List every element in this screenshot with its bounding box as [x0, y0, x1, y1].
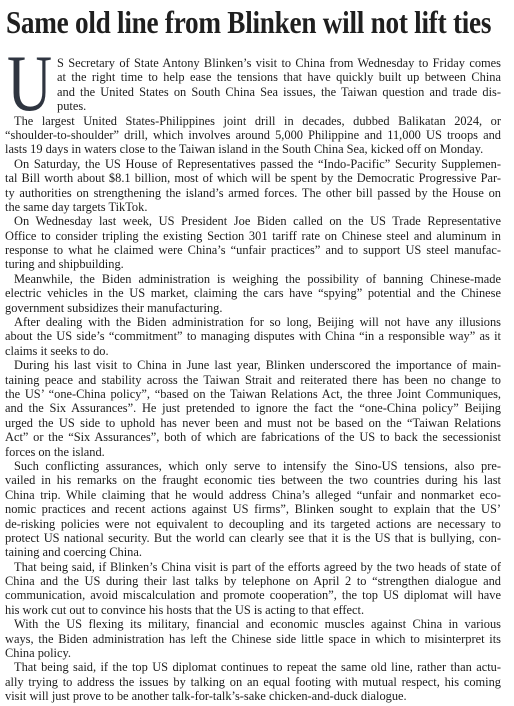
paragraph-2 [5, 114, 501, 157]
text-line: and the Six Assurances”. He just pretended to ignore the fact the “one-China policy” Beijing [5, 401, 501, 416]
headline: Same old line from Blinken will not lift ties [6, 4, 492, 40]
text-line: S Secretary of State Antony Blinken’s visit to China from Wednesday to Friday comes [57, 56, 501, 70]
article-body [5, 39, 501, 704]
headline-container [0, 4, 514, 44]
text-line: his work cut out to convince his hosts that the US is acting to that effect. [5, 602, 365, 617]
text-line: electric vehicles in the US market, claiming the cars have “spying” potential and the Chinese [5, 286, 501, 301]
text-line: ally trying to address the issues by talking on an equal footing with mutual respect, his coming [5, 674, 501, 689]
text-line: taining and coercing China. [5, 545, 142, 560]
paragraph-4 [5, 214, 501, 272]
text-line: turing and shipbuilding. [5, 257, 124, 272]
text-line: That being said, if Blinken’s China visit is part of the efforts agreed by the two heads of state of [14, 559, 501, 574]
text-line: After dealing with the Biden administration for so long, Beijing will not have any illusions [14, 315, 501, 330]
text-line: taining peace and stability across the Taiwan Strait and reiterated there has been no change to [5, 372, 501, 387]
paragraph-6 [5, 315, 501, 358]
text-line: putes. [57, 99, 87, 114]
paragraph-3 [5, 157, 501, 215]
text-line: ty authorities on strengthening the island’s armed forces. The other bill passed by the House on [5, 185, 501, 200]
text-line: Act” or the “Six Assurances”, both of which are fabrications of the US to back the secessionist [5, 430, 501, 445]
text-line: urged the US side to uphold has never been and must not be based on the “Taiwan Relations [5, 415, 501, 430]
text-line: China policy. [5, 646, 71, 661]
text-line: communication, avoid miscalculation and promote cooperation”, the top US diplomat will have [5, 588, 501, 603]
text-line: about the US side’s “commitment” to managing disputes with China “in a responsible way” as it [5, 329, 501, 344]
text-line: vailed in his remarks on the fraught economic ties between the two countries during his last [5, 473, 501, 488]
paragraph-9 [5, 560, 501, 618]
text-line: lasts 19 days in waters close to the Taiwan island in the South China Sea, kicked off on Monday. [5, 142, 484, 157]
text-line: nomic practices and recent actions against US firms”, Blinken sought to explain that the US’ [5, 502, 501, 517]
text-line: On Saturday, the US House of Representatives passed the “Indo-Pacific” Security Supplemen- [14, 156, 501, 171]
text-line: protect US national security. But the world can clearly see that it is the US that is bullying, con- [5, 530, 501, 545]
text-line: claims it seeks to do. [5, 343, 109, 358]
text-line: That being said, if the top US diplomat continues to repeat the same old line, rather than actu- [14, 660, 501, 675]
text-line: and the United States on South China Sea issues, the Taiwan question and trade dis- [57, 84, 501, 99]
paragraph-1 [5, 56, 501, 114]
text-line: forces on the island. [5, 444, 105, 459]
text-line: Meanwhile, the Biden administration is weighing the possibility of banning Chinese-made [14, 271, 501, 286]
text-line: On Wednesday last week, US President Joe Biden called on the US Trade Representative [14, 214, 501, 229]
text-line: the US’ “one-China policy”, “based on the Taiwan Relations Act, the three Joint Communiques, [5, 386, 501, 401]
text-line: the same day targets TikTok. [5, 199, 148, 214]
text-line: at the right time to help ease the tensions that have quickly built up between China [57, 70, 501, 85]
text-line: With the US flexing its military, financial and economic muscles against China in various [14, 617, 501, 632]
paragraph-11 [5, 660, 501, 703]
text-line: “shoulder-to-shoulder” drill, which involves around 5,000 Philippine and 11,000 US troops and [5, 127, 501, 142]
text-line: The largest United States-Philippines joint drill in decades, dubbed Balikatan 2024, or [14, 113, 501, 128]
text-line: tal Bill worth about $8.1 billion, most of which will be spent by the Democratic Progressive Par- [5, 171, 501, 186]
text-line: visit will just prove to be another talk-for-talk’s-sake chicken-and-duck dialogue. [5, 689, 407, 704]
paragraph-10 [5, 617, 501, 660]
text-line: ways, the Biden administration has left the Chinese side little space in which to misinterpret its [5, 631, 501, 646]
text-line: response to what he claimed were China’s “unfair practices” and to support US steel manufac- [5, 243, 501, 258]
drop-cap: U [7, 39, 53, 128]
text-line: Such conflicting assurances, which only serve to intensify the Sino-US tensions, also pre- [14, 458, 501, 473]
text-line: de-risking policies were not equivalent to decoupling and its targeted actions are necessary to [5, 516, 501, 531]
text-line: Office to consider tripling the existing Section 301 tariff rate on Chinese steel and aluminum in [5, 228, 501, 243]
text-line: government subsidizes their manufacturing. [5, 300, 223, 315]
paragraph-7 [5, 358, 501, 459]
paragraph-8 [5, 459, 501, 560]
text-line: China trip. While claiming that he would address China’s alleged “unfair and nonmarket eco- [5, 487, 501, 502]
paragraph-5 [5, 272, 501, 315]
text-line: During his last visit to China in June last year, Blinken underscored the importance of main- [14, 358, 501, 373]
text-line: China and the US during their last talks by telephone on April 2 to “strengthen dialogue and [5, 574, 501, 589]
